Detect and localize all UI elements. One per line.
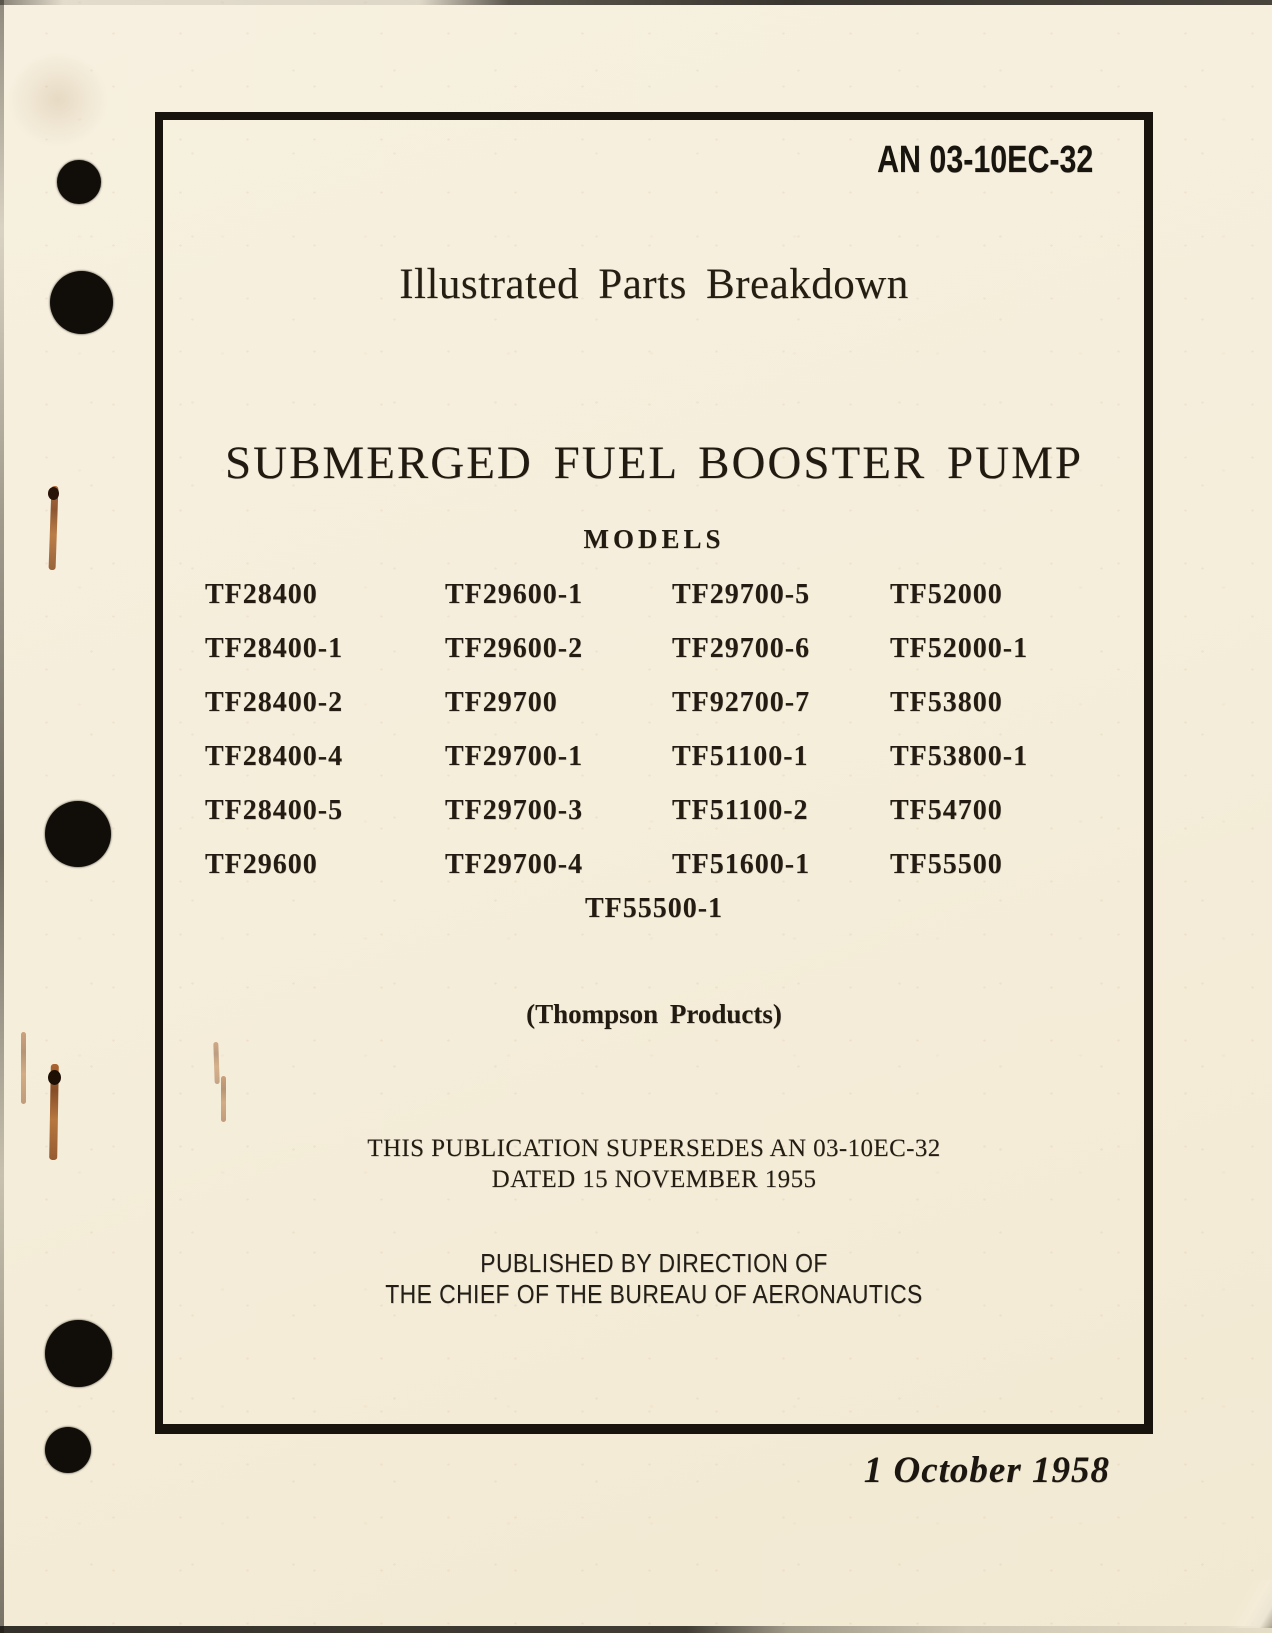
model-number: TF55500 — [890, 849, 1003, 880]
scan-edge-left — [0, 0, 4, 1633]
hole-punch — [57, 160, 101, 204]
published-line-1: PUBLISHED BY DIRECTION OF — [480, 1248, 828, 1278]
manufacturer: (Thompson Products) — [526, 999, 782, 1029]
staple-rust-mark — [48, 1070, 61, 1085]
model-number: TF29700-1 — [445, 741, 584, 772]
model-number: TF29700-6 — [672, 633, 811, 664]
staple-rust-mark — [21, 1032, 26, 1104]
model-number: TF29700 — [445, 687, 558, 718]
model-number: TF29700-5 — [672, 579, 811, 610]
page-corner-curl — [1206, 1580, 1272, 1628]
models-heading: MODELS — [583, 524, 725, 554]
model-number: TF29700-4 — [445, 849, 584, 880]
model-number: TF52000-1 — [890, 633, 1029, 664]
hole-punch — [45, 1427, 91, 1473]
model-number: TF51100-2 — [672, 795, 809, 826]
model-number: TF29600-2 — [445, 633, 584, 664]
model-number: TF28400-2 — [205, 687, 344, 718]
staple-rust-mark — [48, 487, 59, 500]
scan-edge-top — [0, 0, 1272, 5]
model-number: TF54700 — [890, 795, 1003, 826]
hole-punch — [45, 1320, 112, 1387]
published-note — [215, 1248, 1093, 1310]
model-number: TF28400-1 — [205, 633, 344, 664]
model-number: TF29700-3 — [445, 795, 584, 826]
model-number: TF29600-1 — [445, 579, 584, 610]
published-line-2: THE CHIEF OF THE BUREAU OF AERONAUTICS — [385, 1279, 923, 1309]
paper-stain — [8, 52, 108, 147]
subtitle: Illustrated Parts Breakdown — [399, 261, 909, 308]
model-number: TF52000 — [890, 579, 1003, 610]
issue-date: 1 October 1958 — [863, 1450, 1110, 1491]
hole-punch — [50, 271, 113, 334]
model-number: TF51600-1 — [672, 849, 811, 880]
scan-edge-bottom — [0, 1626, 1272, 1633]
model-number: TF53800-1 — [890, 741, 1029, 772]
model-grid — [205, 568, 1050, 892]
model-number: TF51100-1 — [672, 741, 809, 772]
supersedes-line-2: DATED 15 NOVEMBER 1955 — [491, 1166, 817, 1193]
model-number: TF29600 — [205, 849, 318, 880]
model-number: TF28400-4 — [205, 741, 344, 772]
model-number: TF92700-7 — [672, 687, 811, 718]
supersedes-line-1: THIS PUBLICATION SUPERSEDES AN 03-10EC-32 — [367, 1135, 941, 1162]
model-number: TF53800 — [890, 687, 1003, 718]
model-number: TF28400 — [205, 579, 318, 610]
document-number: AN 03-10EC-32 — [876, 139, 1093, 181]
hole-punch — [45, 801, 111, 867]
supersedes-note — [155, 1133, 1153, 1195]
model-number: TF55500-1 — [584, 893, 724, 924]
page-title: SUBMERGED FUEL BOOSTER PUMP — [224, 437, 1084, 489]
model-number: TF28400-5 — [205, 795, 344, 826]
